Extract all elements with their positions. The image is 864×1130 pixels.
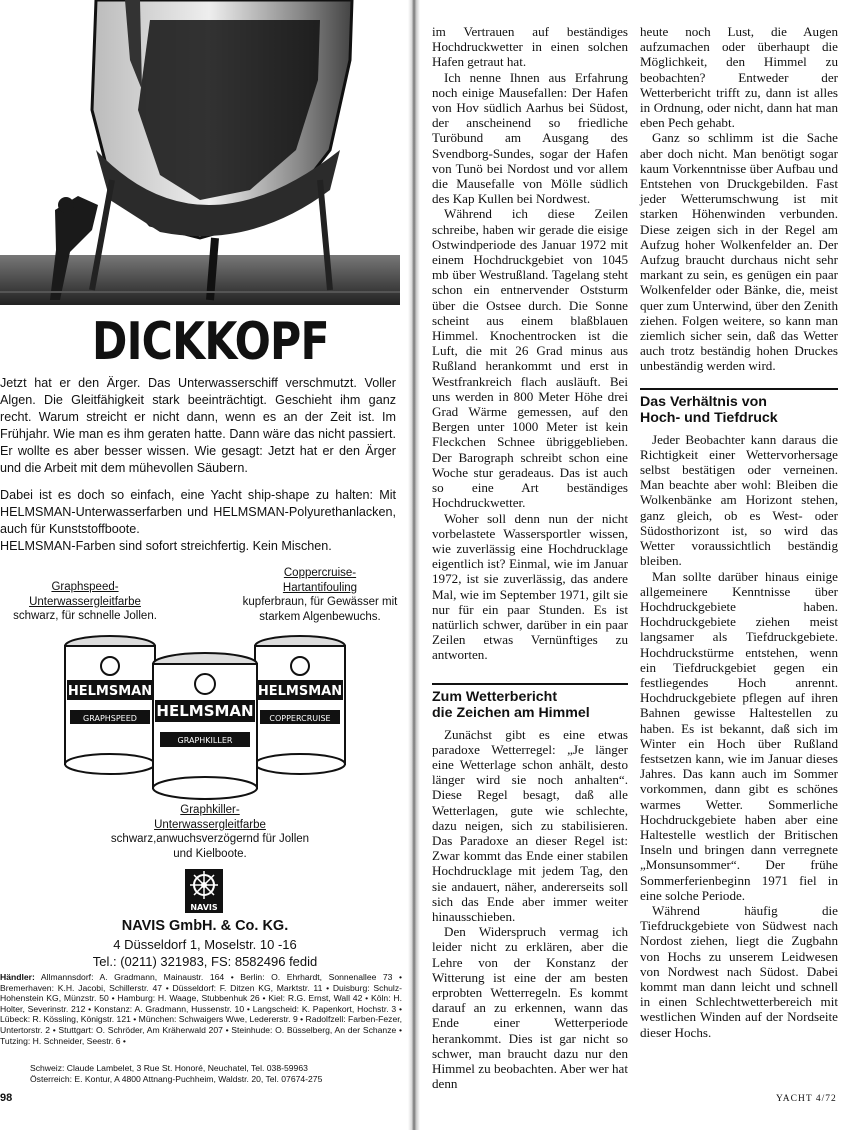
ad-paragraph-intro: Jetzt hat er den Ärger. Das Unterwasserschiff verschmutzt. Voller Algen. Die Gleitfähigkeit stark beeinträchtigt. Geschieht ihm ganz recht. Warum streicht er nicht dann, wenn es an der Zeit ist. Im Frühjahr. Wie man es ihm geraten hatte. Dann wäre das nicht passiert. Er wollte es aber besser wissen. Wie gesagt: Jetzt hat er den Ärger und die Arbeit mit dem mühevollen Säubern. <box>0 376 396 475</box>
svg-text:GRAPHSPEED: GRAPHSPEED <box>83 714 137 723</box>
paint-cans-icon <box>60 632 350 802</box>
company-phone: Tel.: (0211) 321983, FS: 8582496 fedid <box>92 954 318 969</box>
can-graphkiller <box>153 653 257 799</box>
paragraph: Während häufig die Tiefdruckgebiete von Südwest nach Nordost ziehen, liegt die Zugbahn von Hochs zu unserem Leidwesen von Nordwest nach Südost. Dabei kommt man dann leicht und schnell in einen Schlechtwetterbereich mit westlichen Winden auf der Nordseite dieser Hochs. <box>640 902 838 1040</box>
paragraph: im Vertrauen auf beständiges Hochdruckwetter in einen solchen Hafen getraut hat. <box>432 24 628 70</box>
ad-paragraph-ready: HELMSMAN-Farben sind sofort streichfertig. Kein Mischen. <box>0 539 332 553</box>
paragraph: Den Widerspruch vermag ich leider nicht zu erklären, aber die Lehre von der Konstanz der Witterung ist eine der am besten erprobten Wetterregeln. Es kommt darauf an zu erkennen, wann das Ende einer Wetterperiode herankommt. Dies ist gar nicht so schwer, man braucht dazu nur den Himmel zu beobachten. Aber wer hat denn <box>432 924 628 1092</box>
svg-text:HELMSMAN: HELMSMAN <box>67 684 153 699</box>
svg-text:NAVIS: NAVIS <box>190 903 218 912</box>
paragraph: Ganz so schlimm ist die Sache aber doch nicht. Man benötigt sogar kaum Vorkenntnisse über Aufbau und Entstehen von Druckgebilden. Fast jeder Wetterumschwung ist mit starken Höhenwinden verbunden. Diese zeigen sich in der Regel am Aufzug hoher Wolkenfelder an. Der Aufzug braucht durchaus nicht sehr markant zu sein, es genügen ein paar Wolkenfelder oder Bänke, die, meist quer zum Unterwind, über den Zenith ziehen. Folgen weitere, so kann man ziemlich sicher sein, daß das Wetter auch trotz beständig hohen Druckes unbeständig werden wird. <box>640 130 838 374</box>
svg-text:HELMSMAN: HELMSMAN <box>257 684 343 699</box>
svg-text:COPPERCRUISE: COPPERCRUISE <box>269 714 331 723</box>
article-column-1 <box>432 24 628 1091</box>
dealer-list: Händler: Allmannsdorf: A. Gradmann, Mainaustr. 164 • Berlin: O. Ehrhardt, Sonnenallee 73 • Bremerhaven: K.H. Jacobi, Schillerstr. 47 • Düsseldorf: F. Ditzen KG, Marktstr. 11 • Duisburg: Schulz-Hohenstein KG, Münzstr. 50 • Hamburg: H. Waage, Stubbenhuk 26 • Kiel: R.G. Ernst, Wall 42 • Köln: H. Holter, Severinstr. 212 • Konstanz: A. Gradmann, Hussenstr. 10 • Langscheid: K. Papenkort, Hochstr. 3 • Lübeck: R. Kössling, Königstr. 121 • München: Schwaigers Wwe, Ledererstr. 9 • Radolfzell: Farben-Fezer, Untertorstr. 2 • Stuttgart: O. Schröder, Am Kräherwald 207 • Steinhude: O. Büsselberg, An der Schanze • Tutzing: H. Schneider, Seestr. 6 • <box>0 972 402 1046</box>
section-heading-verhaeltnis: Das Verhältnis von Hoch- und Tiefdruck <box>640 388 838 426</box>
advertisement-page <box>0 0 410 1130</box>
paragraph: Man sollte darüber hinaus einige allgemeinere Kenntnisse über Hochdruckgebiete haben. Hochdruckgebiete ziehen meist langsamer als Tiefdruckgebiete. Hochdruckstürme entstehen, wenn ein Tiefdruckgebiet gegen ein festliegendes Hoch anrennt. Hochdruckgebiete pflegen auf ihren Bahnen gewisse Haltestellen zu haben. Es ist bekannt, daß sich im Winter ein Hoch über Rußland festsetzen kann, wie im Januar dieses Jahres. Das kann auch im Sommer vorkommen, dann gibt es schönes warmes Wetter. Sommerliche Hochdruckgebiete haben aber eine Haltestelle westlich der Britischen Inseln und bringen dann verregnete „Monsunsommer“. Der frühe Sommerferienbeginn 1971 fiel in eine solche Periode. <box>640 568 838 903</box>
company-block <box>40 917 370 970</box>
svg-text:GRAPHKILLER: GRAPHKILLER <box>177 736 233 745</box>
dealer-austria: Österreich: E. Kontur, A 4800 Attnang-Puchheim, Waldstr. 20, Tel. 07674-275 <box>30 1073 323 1084</box>
can-graphspeed <box>65 636 155 774</box>
company-name: NAVIS GmbH. & Co. KG. <box>121 918 289 934</box>
ad-paragraph-products: Dabei ist es doch so einfach, eine Yacht ship-shape zu halten: Mit HELMSMAN-Unterwasserfarben und HELMSMAN-Polyurethanlacken, auch für Kunststoffboote. <box>0 488 396 536</box>
paragraph: heute noch Lust, die Augen aufzumachen oder überhaupt die Möglichkeit, den Himmel zu beobachten? Entweder der Wetterbericht trifft zu, dann ist alles in Ordnung, oder nicht, dann hat man eben Pech gehabt. <box>640 24 838 131</box>
article-column-2 <box>640 24 838 1040</box>
paragraph: Woher soll denn nun der nicht vorbelastete Wassersportler wissen, wie zuverlässig eine Hochdrucklage eigentlich ist? Einmal, wie im Januar 1972, ist sie zuverlässig, das andere Mal, wie im September 1971, gilt sie nur für ein paar Stunden. Es ist natürlich schwer, darüber in ein paar Zeilen etwas Vernünftiges zu antworten. <box>432 510 628 663</box>
can-coppercruise <box>255 636 345 774</box>
paint-cans-illustration <box>60 632 350 802</box>
article-page <box>418 0 864 1130</box>
paragraph: Jeder Beobachter kann daraus die Richtigkeit einer Wettervorhersage selbst bestätigen oder verneinen. Man beachte aber wohl: Bleiben die Wolkenbänke am Horizont stehen, ganz gleich, ob es West- oder Südosthorizont ist, so wird das Wetter voraussichtlich beständig bleiben. <box>640 431 838 569</box>
page-number: 98 <box>0 1092 13 1104</box>
ship-wheel-icon <box>185 869 223 913</box>
paragraph: Ich nenne Ihnen aus Erfahrung noch einige Mausefallen: Der Hafen von Hov südlich Aarhus bei Südost, der anscheinend so friedliche Turöbund am Ausgang des Svendborg-Sundes, sogar der Hafen von Tunö bei Nordost und vor allem die Mausefalle von Mölle südlich des Kap Kullen bei Nordwest. <box>432 69 628 207</box>
international-dealers <box>30 1063 390 1084</box>
paragraph: Zunächst gibt es eine etwas paradoxe Wetterregel: „Je länger eine Wetterlage schon anhält, desto länger wird sie noch anhalten“. Diese Regel besagt, daß alle Wetterlagen, gute wie schlechte, dazu neigen, sich zu stabilisieren. Das Paradoxe an dieser Regel ist: Zwar kommt das Ende einer stabilen Hochdrucklage mit jedem Tag, den sie andauert, näher, andererseits soll sich das Ende aber immer weiter hinausschieben. <box>432 726 628 924</box>
product-graphkiller: Graphkiller- Unterwassergleitfarbe schwarz,anwuchsverzögernd für Jollen und Kielboote. <box>110 804 310 860</box>
product-coppercruise: Coppercruise- Hartantifouling kupferbraun, für Gewässer mit starkem Algenbewuchs. <box>242 567 398 623</box>
dealer-switzerland: Schweiz: Claude Lambelet, 3 Rue St. Honoré, Neuchatel, Tel. 038-59963 <box>30 1063 308 1073</box>
boat-hull-photo <box>0 0 400 305</box>
section-heading-wetterbericht: Zum Wetterbericht die Zeichen am Himmel <box>432 683 628 721</box>
svg-text:HELMSMAN: HELMSMAN <box>156 702 254 720</box>
hero-photo <box>0 0 400 305</box>
ad-headline: DICKKOPF <box>92 312 329 372</box>
magazine-footer: YACHT 4/72 <box>776 1094 837 1104</box>
company-address: 4 Düsseldorf 1, Moselstr. 10 -16 <box>113 937 297 952</box>
paragraph: Während ich diese Zeilen schreibe, haben wir gerade die eisige Ostwindperiode des Januar 1972 mit einem Hochdruckgebiet von 1045 mb über Westrußland. Tagelang steht schon ein entnervender Oststurm über die Ostsee durch. Die Sonne scheint aus einem blaßblauen Himmel. Knochentrocken ist die Luft, die mit 26 Grad minus aus Rußland herankommt und erst in Westfrankreich flach ausläuft. Bei uns werden in 800 Meter Höhe drei Grad Wärme gemessen, auf den Bergen unter 1000 Meter ist kein Fleckchen Schnee übriggeblieben. Der Barograph schreibt schon eine Woche stur geradeaus. Das ist auch so eine Art beständiges Hochdruckwetter. <box>432 206 628 511</box>
product-graphspeed: Graphspeed- Unterwassergleitfarbe schwarz, für schnelle Jollen. <box>13 581 157 622</box>
navis-logo <box>185 869 223 913</box>
